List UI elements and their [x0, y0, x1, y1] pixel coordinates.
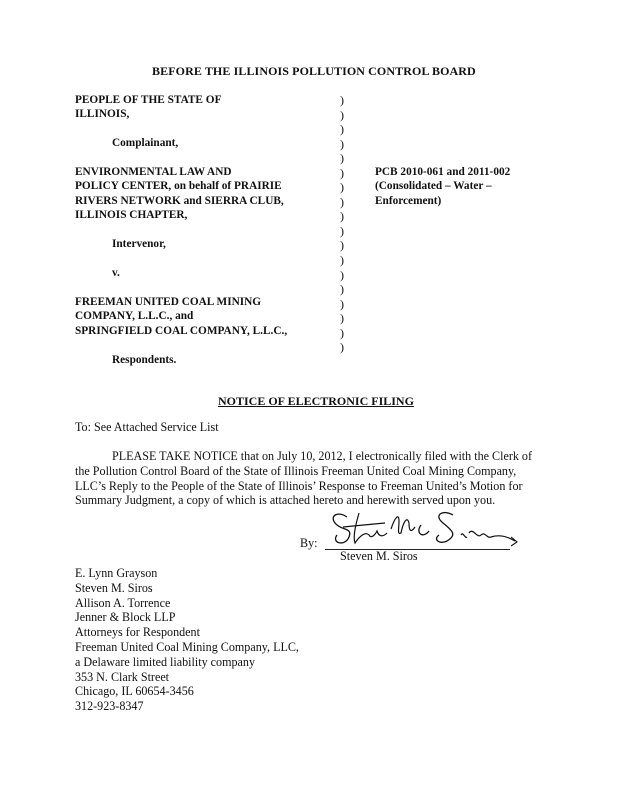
body-line-3: LLC’s Reply to the People of the State of Illinois’ Response to Freeman United’s Motion for	[75, 479, 523, 493]
intervenor-line-3: RIVERS NETWORK and SIERRA CLUB,	[75, 195, 284, 207]
signature-stroke	[419, 513, 453, 543]
handwritten-signature	[325, 505, 520, 553]
case-number-line-2: (Consolidated – Water –	[375, 180, 492, 192]
counsel-line: Attorneys for Respondent	[75, 625, 200, 640]
body-line-4: Summary Judgment, a copy of which is attached hereto and herewith served upon you.	[75, 493, 496, 507]
by-label: By:	[300, 536, 318, 550]
notice-title: NOTICE OF ELECTRONIC FILING	[218, 394, 414, 408]
case-number-line-1: PCB 2010-061 and 2011-002	[375, 166, 511, 178]
paren: )	[340, 253, 344, 268]
paren: )	[340, 209, 344, 224]
paren: )	[340, 165, 344, 180]
paren: )	[340, 93, 344, 107]
paren: )	[340, 282, 344, 297]
paren: )	[340, 325, 344, 340]
intervenor-role: Intervenor,	[112, 238, 166, 250]
signature-stroke	[511, 537, 517, 546]
intervenor-line-2: POLICY CENTER, on behalf of PRAIRIE	[75, 180, 282, 192]
respondents-line-2: COMPANY, L.L.C., and	[75, 310, 194, 322]
counsel-block	[75, 566, 299, 714]
counsel-line: Chicago, IL 60654-3456	[75, 684, 194, 699]
board-title: BEFORE THE ILLINOIS POLLUTION CONTROL BOARD	[152, 64, 476, 78]
paren: )	[340, 311, 344, 326]
paren: )	[340, 107, 344, 122]
body-line-1: PLEASE TAKE NOTICE that on July 10, 2012, I electronically filed with the Clerk of	[112, 449, 532, 463]
signature-stroke	[333, 514, 350, 543]
respondents-role: Respondents.	[112, 354, 177, 366]
to-line: To: See Attached Service List	[75, 420, 219, 434]
paren: )	[340, 122, 344, 137]
paren: )	[340, 267, 344, 282]
counsel-line: a Delaware limited liability company	[75, 654, 256, 669]
versus: v.	[112, 267, 120, 279]
signer-name: Steven M. Siros	[340, 549, 418, 563]
complainant-role: Complainant,	[112, 137, 179, 149]
complainant-line-2: ILLINOIS,	[75, 108, 130, 120]
respondents-line-3: SPRINGFIELD COAL COMPANY, L.L.C.,	[75, 325, 288, 337]
counsel-line: E. Lynn Grayson	[75, 566, 158, 580]
counsel-line: Freeman United Coal Mining Company, LLC,	[75, 639, 299, 654]
paren: )	[340, 223, 344, 238]
counsel-line: 353 N. Clark Street	[75, 669, 170, 684]
paren: )	[340, 340, 344, 355]
counsel-line: Allison A. Torrence	[75, 595, 171, 610]
counsel-line: Steven M. Siros	[75, 580, 153, 595]
respondents-line-1: FREEMAN UNITED COAL MINING	[75, 296, 262, 308]
signature-stroke	[343, 513, 387, 543]
intervenor-line-4: ILLINOIS CHAPTER,	[75, 209, 188, 221]
signature-stroke	[461, 531, 515, 541]
intervenor-line-1: ENVIRONMENTAL LAW AND	[75, 166, 232, 178]
counsel-line: Jenner & Block LLP	[75, 610, 176, 625]
caption-paren-column	[337, 93, 347, 355]
case-number-line-3: Enforcement)	[375, 195, 442, 207]
paren: )	[340, 296, 344, 311]
paren: )	[340, 180, 344, 195]
complainant-line-1: PEOPLE OF THE STATE OF	[75, 94, 222, 106]
paren: )	[340, 151, 344, 166]
paren: )	[340, 136, 344, 151]
paren: )	[340, 194, 344, 209]
counsel-line: 312-923-8347	[75, 699, 144, 714]
body-line-2: the Pollution Control Board of the State of Illinois Freeman United Coal Mining Company,	[75, 464, 517, 478]
signature-stroke	[391, 517, 415, 534]
paren: )	[340, 238, 344, 253]
